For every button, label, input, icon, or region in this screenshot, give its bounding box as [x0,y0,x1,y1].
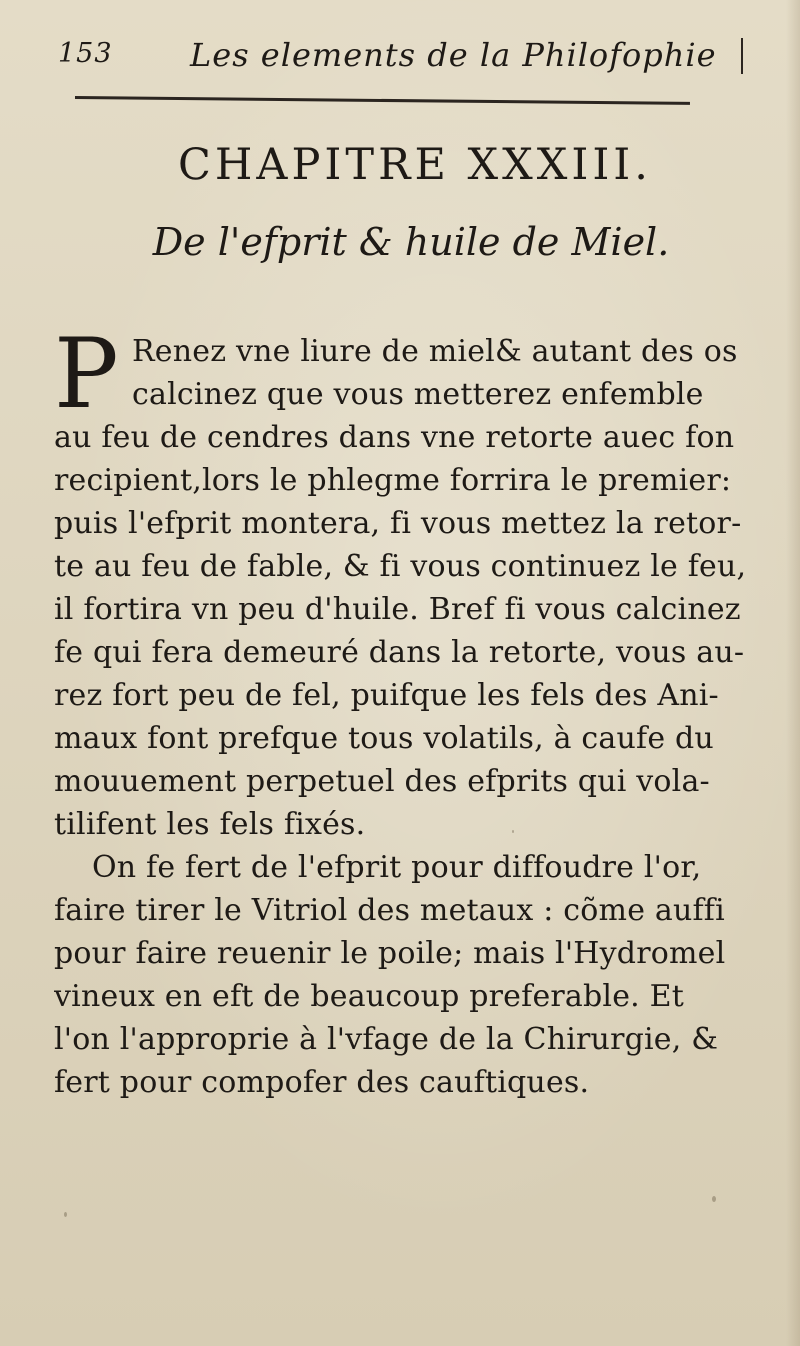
page-number: 153 [58,38,113,69]
text-line: puis l'efprit montera, fi vous mettez la retor- [54,506,742,541]
text-line: maux font prefque tous volatils, à caufe du [54,721,714,756]
text-line: au feu de cendres dans vne retorte auec fon [54,420,735,455]
chapter-heading: CHAPITRE XXXIII. [178,140,652,190]
text-line: Renez vne liure de miel& autant des os [132,334,738,369]
text-line: fert pour compofer des cauftiques. [54,1065,590,1100]
body-text [54,318,764,1104]
text-line: rez fort peu de fel, puifque les fels des Ani- [54,678,719,713]
paragraph-1 [54,318,764,846]
text-line: pour faire reuenir le poile; mais l'Hydromel [54,936,726,971]
text-line: tilifent les fels fixés. [54,807,366,842]
header-rule [75,96,690,105]
page-header [58,30,748,80]
text-line: fe qui fera demeuré dans la retorte, vous au- [54,635,745,670]
paper-speck [512,830,514,833]
text-line: vineux en eft de beaucoup preferable. Et [54,979,685,1014]
paper-speck [64,1212,67,1217]
text-line: calcinez que vous metterez enfemble [132,377,704,412]
header-bracket-mark [741,38,748,74]
running-title: Les elements de la Philofophie [190,36,717,74]
text-line: faire tirer le Vitriol des metaux : cõme auffi [54,893,725,928]
chapter-subtitle: De l'efprit & huile de Miel. [152,220,670,264]
paper-speck [712,1196,716,1202]
text-line: l'on l'approprie à l'vfage de la Chirurgie, & [54,1022,719,1057]
text-line: recipient,lors le phlegme forrira le premier: [54,463,732,498]
paragraph-2 [54,846,764,1104]
text-line: te au feu de fable, & fi vous continuez le feu, [54,549,747,584]
drop-cap: P [54,318,119,430]
text-line: On fe fert de l'efprit pour diffoudre l'or, [92,850,702,885]
text-line: il fortira vn peu d'huile. Bref fi vous calcinez [54,592,741,627]
text-line: mouuement perpetuel des efprits qui vola- [54,764,710,799]
